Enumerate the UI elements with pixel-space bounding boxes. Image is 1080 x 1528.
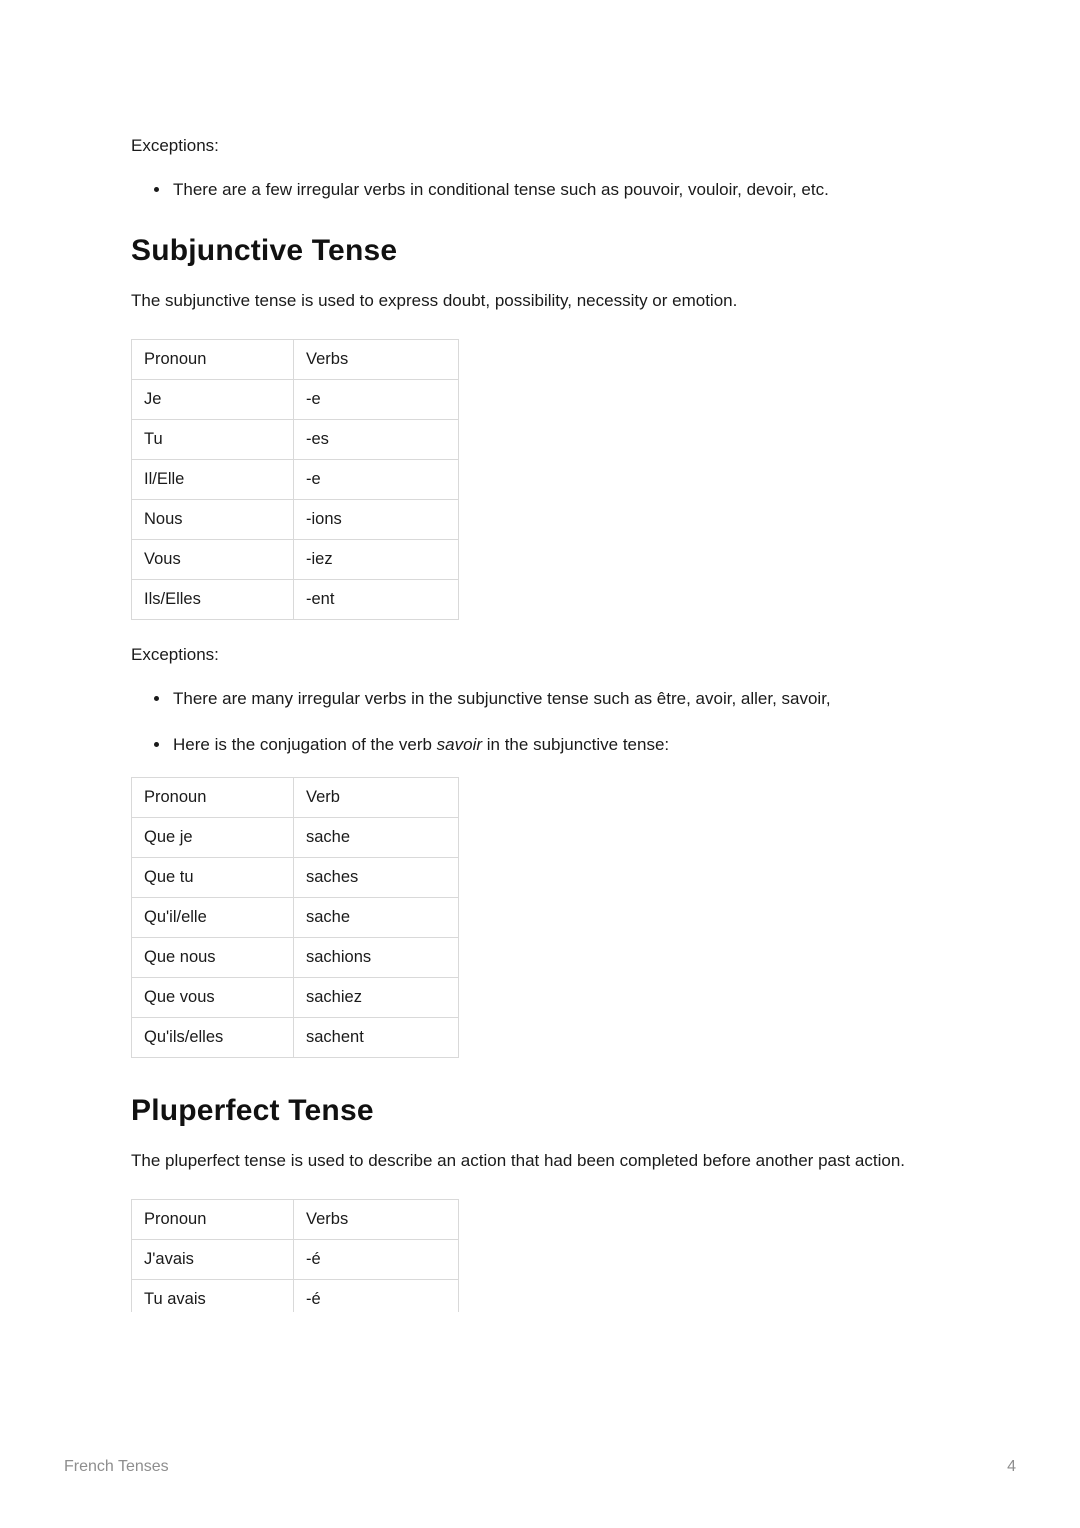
footer-doc-title: French Tenses (64, 1458, 169, 1475)
verb-cell: sache (294, 898, 459, 938)
verb-cell: sachent (294, 1018, 459, 1058)
pluperfect-intro: The pluperfect tense is used to describe an action that had been completed before another past action. (131, 1151, 906, 1170)
header-cell-verbs: Verbs (294, 340, 459, 380)
header-cell-verbs: Verbs (294, 1200, 459, 1240)
header-cell-pronoun: Pronoun (132, 1200, 294, 1240)
conjugation-intro-after: in the subjunctive tense: (482, 735, 670, 754)
conditional-exceptions-list (131, 174, 921, 206)
pluperfect-table-clip (131, 1199, 949, 1312)
table-row (132, 540, 459, 580)
verb-cell: sachiez (294, 978, 459, 1018)
conjugation-intro-before: Here is the conjugation of the verb (173, 735, 437, 754)
verb-cell: -é (294, 1240, 459, 1280)
exceptions-label-conditional: Exceptions: (131, 136, 219, 155)
conjugation-intro-verb-italic: savoir (436, 735, 483, 754)
pronoun-cell: Ils/Elles (132, 580, 294, 620)
pluperfect-heading: Pluperfect Tense (131, 1094, 374, 1127)
table-row (132, 978, 459, 1018)
header-cell-verb: Verb (294, 778, 459, 818)
verb-cell: -iez (294, 540, 459, 580)
verb-cell: -ent (294, 580, 459, 620)
verb-cell: -e (294, 460, 459, 500)
verb-cell: sache (294, 818, 459, 858)
pronoun-cell: Tu avais (132, 1280, 294, 1313)
pronoun-cell: Tu (132, 420, 294, 460)
pronoun-cell: Qu'ils/elles (132, 1018, 294, 1058)
header-cell-pronoun: Pronoun (132, 340, 294, 380)
pronoun-cell: Nous (132, 500, 294, 540)
exceptions-label-subjunctive: Exceptions: (131, 645, 219, 664)
subjunctive-exceptions-list (131, 683, 921, 761)
pronoun-cell: Je (132, 380, 294, 420)
list-item: • There are many irregular verbs in the subjunctive tense such as être, avoir, aller, savoir, (171, 683, 921, 715)
pronoun-cell: J'avais (132, 1240, 294, 1280)
table-row (132, 420, 459, 460)
list-item (171, 729, 921, 761)
verb-cell: saches (294, 858, 459, 898)
verb-cell: -e (294, 380, 459, 420)
table-header-row (132, 778, 459, 818)
verb-cell: -ions (294, 500, 459, 540)
pronoun-cell: Que je (132, 818, 294, 858)
table-row (132, 1240, 459, 1280)
table-header-row (132, 340, 459, 380)
footer-page-number: 4 (1007, 1458, 1016, 1475)
table-row (132, 500, 459, 540)
pronoun-cell: Vous (132, 540, 294, 580)
table-header-row (132, 1200, 459, 1240)
table-row (132, 818, 459, 858)
table-row (132, 380, 459, 420)
pronoun-cell: Que vous (132, 978, 294, 1018)
pronoun-cell: Que tu (132, 858, 294, 898)
subjunctive-heading: Subjunctive Tense (131, 234, 398, 267)
pluperfect-endings-table (131, 1199, 459, 1312)
table-row (132, 580, 459, 620)
table-row (132, 460, 459, 500)
pronoun-cell: Que nous (132, 938, 294, 978)
list-item: • There are a few irregular verbs in conditional tense such as pouvoir, vouloir, devoir, etc. (171, 174, 921, 206)
table-row (132, 1018, 459, 1058)
savoir-conjugation-table (131, 777, 459, 1058)
verb-cell: -é (294, 1280, 459, 1313)
table-row (132, 1280, 459, 1313)
subjunctive-endings-table (131, 339, 459, 620)
page-footer (64, 1458, 1016, 1476)
subjunctive-intro: The subjunctive tense is used to express doubt, possibility, necessity or emotion. (131, 291, 738, 310)
table-row (132, 938, 459, 978)
verb-cell: sachions (294, 938, 459, 978)
table-row (132, 898, 459, 938)
verb-cell: -es (294, 420, 459, 460)
pronoun-cell: Qu'il/elle (132, 898, 294, 938)
table-row (132, 858, 459, 898)
pronoun-cell: Il/Elle (132, 460, 294, 500)
header-cell-pronoun: Pronoun (132, 778, 294, 818)
